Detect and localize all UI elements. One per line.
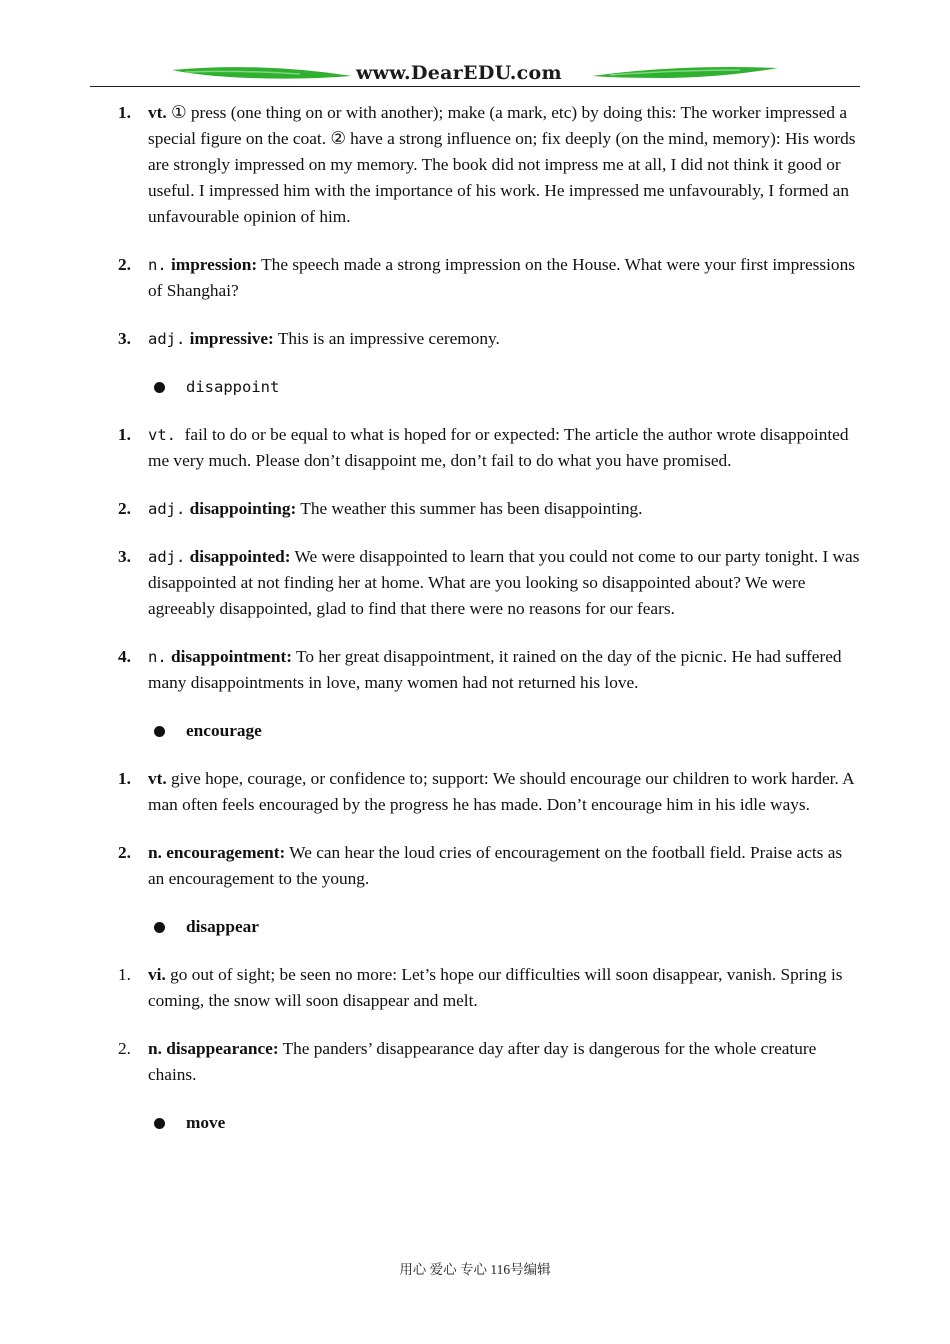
entry-text: go out of sight; be seen no more: Let’s hope our difficulties will soon disappear, vanish. Spring is coming, the snow will soon disappear and melt. <box>148 965 843 1010</box>
headword: disappointment: <box>171 647 292 666</box>
site-brand-logo: www.DearEDU.com <box>356 62 562 84</box>
headword: disappointed: <box>189 547 291 566</box>
section-heading-disappear <box>118 914 860 940</box>
entry-text: The weather this summer has been disappointing. <box>296 499 643 518</box>
entry-encourage-vt <box>118 766 860 818</box>
entry-disappoint-vt <box>118 422 860 474</box>
entry-number: 1. <box>118 965 131 984</box>
entry-number: 2. <box>118 255 131 274</box>
section-title: disappoint <box>186 378 280 396</box>
entry-text: fail to do or be equal to what is hoped for or expected: The article the author wrote disappointed me very much. Please don’t disappoint me, don’t fail to do what you have promised. <box>148 425 849 470</box>
section-heading-disappoint <box>118 374 860 400</box>
entry-text: We can hear the loud cries of encouragement on the football field. Praise acts as an encouragement to the young. <box>148 843 843 888</box>
part-of-speech: adj. <box>148 330 186 348</box>
headword: n. disappearance: <box>148 1039 279 1058</box>
bullet-icon <box>154 1118 165 1129</box>
bullet-icon <box>154 922 165 933</box>
part-of-speech: n. <box>148 648 167 666</box>
part-of-speech: vt. <box>148 769 167 788</box>
entry-text: To her great disappointment, it rained on the day of the picnic. He had suffered many disappointments in love, many women had not returned his love. <box>148 647 842 692</box>
entry-number: 2. <box>118 843 131 862</box>
entry-disappear-vi <box>118 962 860 1014</box>
entry-disappearance <box>118 1036 860 1088</box>
section-title: disappear <box>186 917 259 936</box>
page-footer: 用心 爱心 专心 116号编辑 <box>399 1262 551 1277</box>
right-swoosh <box>592 67 778 78</box>
entry-text: The speech made a strong impression on the House. What were your first impressions of Shanghai? <box>148 255 855 300</box>
entry-text: We were disappointed to learn that you could not come to our party tonight. I was disappointed at not finding her at home. What are you looking so disappointed about? We were agreeably disappointed, glad to find that there were no reasons for our fears. <box>148 547 860 618</box>
part-of-speech: vi. <box>148 965 166 984</box>
entry-disappointed <box>118 544 860 622</box>
entry-disappointing <box>118 496 860 522</box>
headword: n. encouragement: <box>148 843 286 862</box>
document-body <box>118 100 860 1136</box>
section-title: encourage <box>186 721 262 740</box>
entry-text: give hope, courage, or confidence to; support: We should encourage our children to work harder. A man often feels encouraged by the progress he has made. Don’t encourage him in his idle ways. <box>148 769 854 814</box>
entry-number: 3. <box>118 329 131 348</box>
part-of-speech: vt. <box>148 103 167 122</box>
headword: impression: <box>171 255 258 274</box>
entry-disappointment <box>118 644 860 696</box>
bullet-icon <box>154 726 165 737</box>
entry-number: 1. <box>118 769 131 788</box>
bullet-icon <box>154 382 165 393</box>
part-of-speech: adj. <box>148 500 186 518</box>
section-heading-move <box>118 1110 860 1136</box>
headword: impressive: <box>189 329 274 348</box>
entry-number: 1. <box>118 103 131 122</box>
entry-number: 4. <box>118 647 131 666</box>
part-of-speech: n. <box>148 256 167 274</box>
entry-number: 3. <box>118 547 131 566</box>
headword: disappointing: <box>189 499 297 518</box>
section-title: move <box>186 1113 226 1132</box>
header-rule <box>90 86 860 87</box>
left-swoosh <box>172 67 352 79</box>
entry-text: This is an impressive ceremony. <box>273 329 500 348</box>
part-of-speech: adj. <box>148 548 186 566</box>
entry-number: 2. <box>118 1039 131 1058</box>
section-heading-encourage <box>118 718 860 744</box>
entry-impression <box>118 252 860 304</box>
entry-number: 2. <box>118 499 131 518</box>
entry-text: ① press (one thing on or with another); make (a mark, etc) by doing this: The worker impressed a special figure on the coat. ② have a strong influence on; fix deeply (on the mind, memory): His words are strongly impressed on my memory. The book did not impress me at all, I did not think it good or useful. I impressed him with the importance of his work. He impressed me unfavourably, I formed an unfavourable opinion of him. <box>148 103 856 226</box>
part-of-speech: vt. <box>148 426 176 444</box>
entry-number: 1. <box>118 425 131 444</box>
entry-encouragement <box>118 840 860 892</box>
entry-impress-vt <box>118 100 860 230</box>
entry-text: The panders’ disappearance day after day is dangerous for the whole creature chains. <box>148 1039 817 1084</box>
entry-impressive <box>118 326 860 352</box>
